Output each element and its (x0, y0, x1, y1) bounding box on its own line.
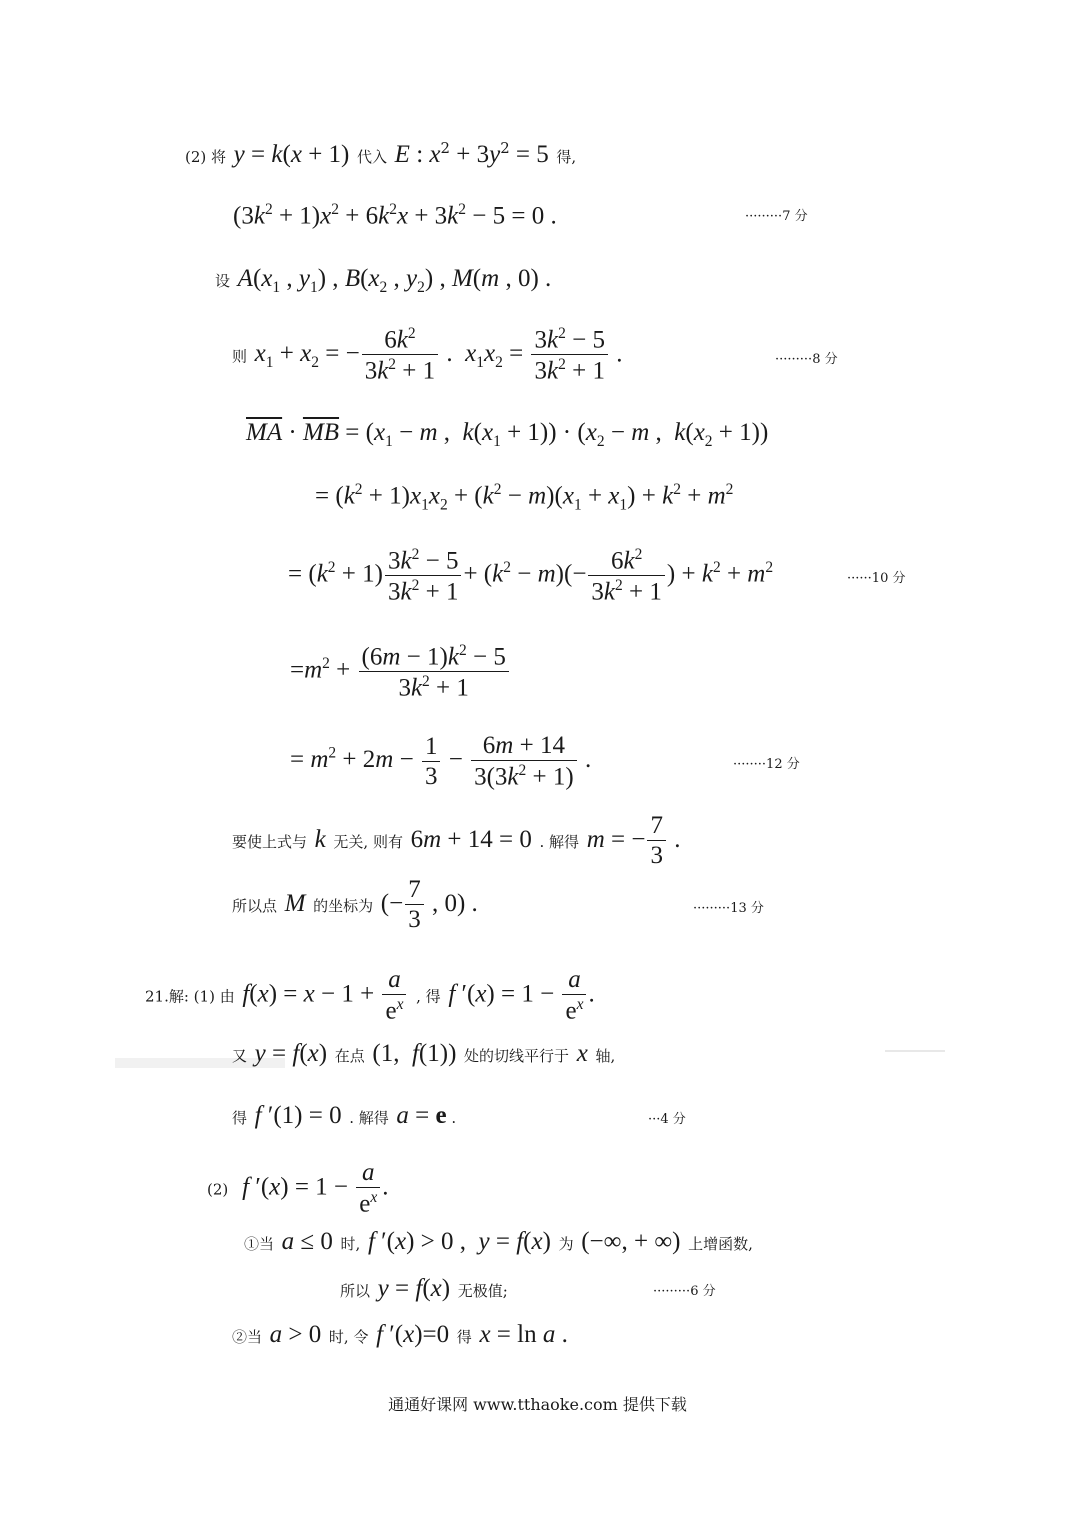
line-q21-derivative: 21.解: (1) 由 f(x) = x − 1 + $\frac{a}{e^x}$ , 得 f ′(x) = 1 − $\frac{a}{e^x}$ . (145, 966, 595, 1025)
fraction: $\frac{a}{e^x}$ (562, 967, 586, 1023)
line-solve-a: 得 f ′(1) = 0 . 解得 a = e . (232, 1102, 457, 1129)
line-part2-derivative: (2) f ′(x) = 1 − $\frac{a}{e^x}$ . (207, 1159, 389, 1218)
line-expand-1: = $(k^2 + 1)x_1x_2 + (k^2 - m)(x_1 + x_1) + k^2 + m^2$ (315, 481, 734, 514)
line-conclusion-m: 所以点 M 的坐标为 (− $\frac{7}{3}$ , 0) . (232, 876, 478, 933)
score-6: ·········6 分 (653, 1284, 716, 1299)
line-condition: 要使上式与 k 无关, 则有 6m + 14 = 0 . 解得 m = − $\frac{7}{3}$ . (232, 812, 681, 869)
line-case-2: ②当 a > 0 时, 令 f ′(x)=0 得 x = ln a . (232, 1321, 568, 1348)
line-simplify-1: $=m^2$ + $\frac{(6m - 1)k^2 - 5}{3k^2 + 1}$ (290, 643, 511, 701)
line-no-extremum: 所以 y = f(x) 无极值; (340, 1275, 508, 1302)
line-part2-substitute: (2) 将 y = k(x + 1) 代入 E : $x^2 + 3y^2 = 5$ 得, (185, 139, 577, 168)
fraction: $\frac{6k^2}{3k^2 + 1}$ (362, 326, 438, 384)
fraction: $\frac{1}{3}$ (422, 734, 441, 789)
line-set-points: 设 $A(x_1$ , $y_1$) , $B(x_2$ , $y_2$) , M(m , 0) . (215, 265, 552, 296)
fraction: $\frac{7}{3}$ (405, 877, 424, 932)
score-12: ········12 分 (733, 757, 800, 772)
line-quadratic: $(3k^2 + 1)x^2 + 6k^2x + 3k^2 - 5 = 0$ . (233, 201, 557, 230)
line-expand-2: = $(k^2 + 1)$ $\frac{3k^2 - 5}{3k^2 + 1}$ + $(k^2 - m)(-$ $\frac{6k^2}{3k^2 + 1}$ ) + $k^2 + m^2$ (288, 546, 774, 606)
fraction: $\frac{6k^2}{3k^2 + 1}$ (588, 547, 664, 605)
fraction: $\frac{a}{e^x}$ (356, 1160, 380, 1216)
score-10: ······10 分 (847, 571, 906, 586)
fraction: $\frac{a}{e^x}$ (382, 967, 406, 1023)
score-4: ···4 分 (648, 1112, 686, 1127)
line-tangent: 又 y = f(x) 在点 (1, f(1)) 处的切线平行于 x 轴, (232, 1040, 616, 1067)
fraction: $\frac{(6m - 1)k^2 - 5}{3k^2 + 1}$ (359, 643, 509, 701)
fraction: $\frac{7}{3}$ (647, 813, 666, 868)
line-simplify-2: = $m^2 + 2m$ − $\frac{1}{3}$ − $\frac{6m + 14}{3(3k^2 + 1)}$ . (290, 732, 592, 791)
fraction: $\frac{6m + 14}{3(3k^2 + 1)}$ (471, 733, 577, 789)
line-dot-product: $\overline{MA} \cdot \overline{MB} = (x_1 - m$ , $k(x_1 + 1)) \cdot (x_2 - m$ , $k(x_2 + 1)$) (246, 419, 769, 450)
footer-source: 通通好课网 www.tthaoke.com 提供下载 (388, 1395, 687, 1414)
fraction: $\frac{3k^2 - 5}{3k^2 + 1}$ (385, 547, 461, 605)
score-8: ·········8 分 (775, 352, 838, 367)
score-7: ·········7 分 (745, 209, 808, 224)
line-case-1: ①当 a ≤ 0 时, f ′(x) > 0 , y = f(x) 为 (−∞, + ∞) 上增函数, (244, 1228, 753, 1255)
scan-smudge (885, 1050, 945, 1052)
score-13: ·········13 分 (693, 901, 764, 916)
fraction: $\frac{3k^2 - 5}{3k^2 + 1}$ (531, 326, 607, 384)
line-vieta: 则 $x_1 + x_2$ = − $\frac{6k^2}{3k^2 + 1}$ . $x_1x_2$ = $\frac{3k^2 - 5}{3k^2 + 1}$ . (232, 325, 623, 385)
